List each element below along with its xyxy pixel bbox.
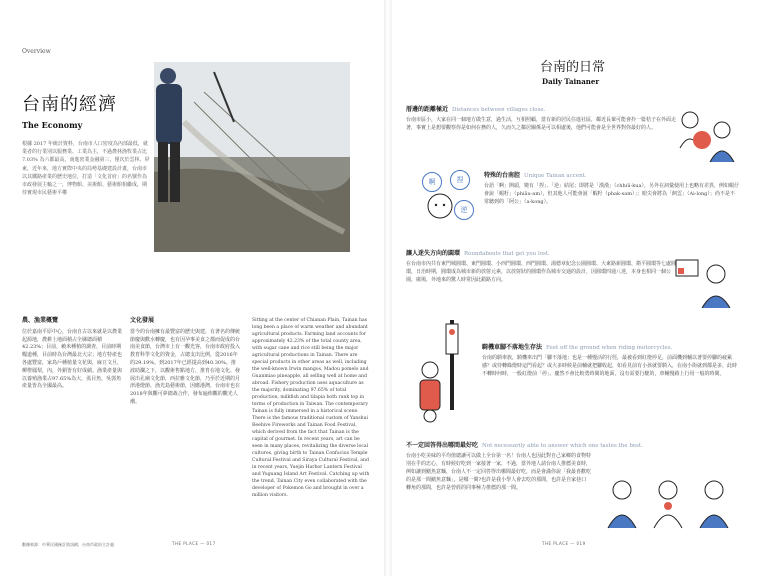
agriculture-text: 位於嘉南平原中心，台南自古以來就是以農業起源地，農耕土地面積占全縣總面積42.23%；目前，賴米種植的調查，目前時期糧道種，目前時為台灣最北大宗；地方特產也各處豐富，家鳥戶種植量文花與，麻豆文旦，柳橙鳳梨，內，外銷皆有好成績。漁業產量與以養殖漁業占97.65%為大，虱目魚，吳郭魚產量皆為全國最高。 (22, 328, 123, 390)
neighbors-illustration (672, 106, 742, 166)
section-title-en: Feet off the ground when riding motorcycles. (546, 345, 673, 351)
section-title: 特殊的台南腔 (484, 172, 521, 179)
english-text: Sitting at the center of Chianan Plain, Tainan has long been a place of warm weather and abundant agricultural products. Farming land accounts for approximately 42.23% of the total county area, with sugar cane and rice still being the major agricultural productions in Tainan. There are special products in other areas as well, including the well-known Irwin mangos, Madou pomelo and Guanmiao pineapple, all selling well at home and abroad. Fishery production uses aquaculture as the majority, dominating 97.65% of total production, milkfish and tilapia both rank top in terms of production in Taiwan. The contemporary Tainan is fully immersed in a historical scene. There is the famous traditional custom of Yanshui Beehive Fireworks and Tainan Food Festival, which derived from the fact that Tainan is the capital of gourmet. In recent years, art can be seen in many places, revitalizing the diverse local cultures, giving birth to Tainan Confucius Temple Cultural Festival and Siraya Cultural Festival, and in recent years, Yuejin Harbor Lantern Festival and Yuguang Island Art Festival. Catching up with the trend, Tainan City even collaborated with the developer of Pokemon Go and brought in over a million visitors. (252, 318, 370, 498)
accent-char-ni: 逆 (454, 200, 474, 220)
agriculture-heading: 農、漁業概覽 (22, 317, 59, 324)
right-subtitle: Daily Tainaner (542, 77, 600, 86)
fisherman-illustration (154, 62, 350, 252)
section-text: 在台南市內共有東門城圓環、東門圓環、小西門圓環、西門圓環、湯德章紀念公園圓環、大東路新圓環、衛平圓環等七處圓環，日治時期，圓環成為城市新的放射元素，以放射狀的圓環作為城市交通的設計，因圓環四通八達，本身也相同一個公園，廣場，外地來的驚人時常因此錯路方向。 (406, 261, 677, 283)
section-text: 台南小吃美味的平均值總讓可以做上全台第一名！台南人也因此對自己家鄉的食物特別在乎的忠心，有時候好吃到一家接著一家，不過，當外地人請台南人推薦美食時，例如讓到鱔魚意麵，台南人不一定回答得出哪間最好吃，而是會滿你說「我最喜歡吃的是那一間鱔魚意麵」，是哪一間?也許是我小學人會去吃的那間，也許是自家巷口轉角的那間，也許是曾經的同事極力推薦的那一間。 (406, 453, 592, 491)
right-title: 台南的日常 (540, 60, 606, 75)
section-accent (484, 172, 744, 206)
culture-column (130, 317, 240, 407)
left-folio: THE PLACE — 017 (172, 541, 216, 546)
section-text: 台語「啊」開頭，變有「捏」、「逆」結尾；即將是「漢漢」（chhiū-kua），另外在詞彙使用上也略有差異，例如蝦仔會說「蝦籽」（phiāu-am），但其他人可能會說「蝦籽（phak-sam）」；眼尖會將為「飼雲」（Ai-long）；尚不是不常聽到的「阿公」（a-kong）。 (484, 183, 739, 205)
page-title: 台南的經濟 (22, 94, 117, 115)
section-title-en: Roundabouts that get you lost. (464, 251, 550, 257)
intro-paragraph: 根據 2017 年統計資料，台南市人口密度為內部最低，就業者的行業別以服務業、工業為主，不過農林漁牧業占比 7.03% 為六都最高。南進密業金融第三，僅次於雲林、屏東，近年來，地方實際中央的局勢基礎建設計畫，台南市以其鐵路產業的歷史地位，打造「文化首府」的名號作為市政發展主軸之一，博物館、美術館、藝術館相繼成，期待實現市民藝術平權 (22, 141, 150, 197)
diners-illustration (602, 472, 742, 532)
face-icon (426, 192, 454, 220)
section-title: 不一定回答得出哪間最好吃 (406, 442, 479, 449)
accent-char-nie: 捏 (450, 170, 470, 190)
page-gutter (384, 0, 392, 576)
section-title: 讓人迷失方向的圓環 (406, 250, 461, 257)
fisherman-photo (154, 62, 350, 252)
section-text: 台南的騎車族，騎機車出門「腳不落地」也是一種慢活的行徑，最被看到紅燈停足，前面機到輔以著要停腳的疲累感？或待轉綠燈時這門看起？或大多時候是前輔就把腳收起，如看見前有小孩就要騎入，在南小街就到都是多，此時不轉時何時，一般紅燈前「停」、慶然不會比較勇時間的地面，沒有需要行駛的，車輔慢路上行用一般的時間。 (482, 355, 738, 377)
data-source: 數據來源：中華民國統計資訊網，台南市政府主計處 (22, 542, 114, 547)
english-column (252, 317, 370, 499)
section-title-en: Not necessarily able to answer which one tastes the best. (482, 443, 643, 449)
right-folio: THE PLACE — 019 (542, 541, 586, 546)
agriculture-column (22, 317, 122, 391)
section-text: 台南市區小，大家在同一個地方做生意，過生活，互相照顧，當有新的居民住進社區，鄰近長輩可能會拎一籃桔子在外面走著，事實上是想要觀察你是如何在務的人，久而久之鄰居關係是可以相處後，他們可能會是全世界對你最好的人。 (406, 117, 677, 131)
section-title: 騎機車腳不落地生存法 (482, 344, 543, 351)
motorcycle-illustration (410, 320, 470, 430)
lost-person-illustration (672, 254, 738, 310)
culture-text: 當今的台南擁有最豐富的歷史與建，有著名的傳統節慶與歡水轉慶，也有因孕事美食之都而促成的台南美食節，台灣市上有一觀光客，台南市政府投入教育科學文化的資金，占總支出比例，從2016年的29.19%，到2017年已經提高到40.30%。推波助瀾之下，以觀術售點地方，推育在地文化、發展出孔廟文化節，西拉雅文化節，乃至於近期的月津港燈節、漁光島藝術節，因應港灣，台南市也在2018年與觀可夢總裁合作，發布遍佈觀的觀光人潮。 (130, 328, 241, 405)
section-title-en: Distances between villages close. (452, 107, 546, 113)
left-page (12, 22, 384, 560)
page-subtitle: The Economy (22, 120, 83, 130)
culture-heading: 文化發展 (130, 317, 155, 324)
overview-label: Overview (22, 48, 51, 55)
section-title: 厝邊的距離極近 (406, 106, 449, 113)
section-motorcycle (482, 344, 742, 378)
section-title-en: Unique Tainan accent. (524, 173, 587, 179)
right-page (392, 22, 756, 560)
accent-char-a: 啊 (422, 172, 442, 192)
